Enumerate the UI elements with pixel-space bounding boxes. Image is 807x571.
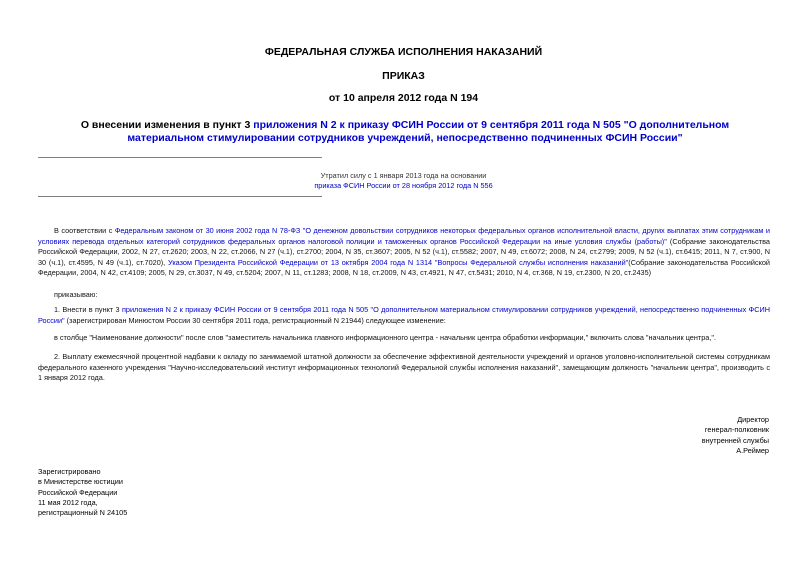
- title-link[interactable]: приложения N 2 к приказу ФСИН России от 9 сентября 2011 года N 505 "О дополнительном материальном стимулировании сотрудников учреждений, непосредственно подчиненных ФСИН России": [127, 119, 730, 144]
- signature-position-1: Директор: [737, 415, 769, 424]
- presidential-decree-link[interactable]: Указом Президента Российской Федерации от 13 октября 2004 года N 1314 "Вопросы Федеральной службы исполнения наказаний": [168, 257, 629, 267]
- doc-type-heading: ПРИКАЗ: [382, 70, 425, 82]
- signature-position-2: генерал-полковник: [704, 425, 769, 435]
- document-title: [80, 119, 730, 145]
- registration-line-4: 11 мая 2012 года,: [38, 497, 98, 507]
- validity-note-line: Утратил силу с 1 января 2013 года на основании: [320, 171, 487, 180]
- registration-line-5: регистрационный N 24105: [38, 508, 128, 518]
- item-1-text-2: (зарегистрирован Минюстом России 30 сентября 2011 года, регистрационный N 21944) следующее изменение:: [64, 315, 446, 325]
- agency-heading: ФЕДЕРАЛЬНАЯ СЛУЖБА ИСПОЛНЕНИЯ НАКАЗАНИЙ: [264, 46, 543, 58]
- item-1-paragraph: [38, 305, 770, 326]
- signature-name: А.Реймер: [736, 445, 769, 455]
- federal-law-link[interactable]: Федеральным законом от 30 июня 2002 года N 78-ФЗ "О денежном довольствии сотрудников некоторых федеральных органов исполнительной власти, других выплатах этим сотрудникам и условиях перевода отдельных категорий сотрудников федеральных органов налоговой полиции и таможенных органов Российской Федерации на иные условия службы (работы)": [38, 226, 770, 246]
- item-1-change: в столбце "Наименование должности" после слов "заместитель начальника главного информационного центра - начальник центра обработки информации," включить слова "начальник центра,".: [54, 333, 716, 342]
- registration-line-3: Российской Федерации: [38, 487, 118, 497]
- registration-line-2: в Министерстве юстиции: [38, 477, 123, 487]
- preamble-text-2: (Собрание законодательства Российской Федерации, 2002, N 27, ст.2620; 2003, N 22, ст.2066, N 27 (ч.1), ст.2700; 2004, N 35, ст.3607; 2005, N 52 (ч.1), ст.5582; 2007, N 49, ст.6072; 2008, N 24, ст.2799; 2009, N 52 (ч.1), ст.6415; 2011, N 7, ст.900, N 30 (ч.1), ст.4595, N 49 (ч.1), ст.7020),: [38, 236, 770, 267]
- item-1-text-1: 1. Внести в пункт 3: [54, 305, 122, 314]
- validity-note-link[interactable]: приказа ФСИН России от 28 ноября 2012 года N 556: [314, 181, 493, 190]
- order-word: приказываю:: [54, 290, 98, 299]
- fsin-order-link[interactable]: приложения N 2 к приказу ФСИН России от 9 сентября 2011 года N 505 "О дополнительном материальном стимулировании сотрудников учреждений, непосредственно подчиненных ФСИН России": [38, 305, 770, 325]
- divider-bottom: [38, 196, 322, 197]
- preamble-text-1: В соответствии с: [54, 226, 115, 235]
- title-prefix: О внесении изменения в пункт 3: [80, 119, 254, 131]
- registration-block: [38, 467, 127, 518]
- item-2-paragraph: 2. Выплату ежемесячной процентной надбавки к окладу по занимаемой штатной должности за обеспечение эффективной деятельности учреждений и органов уголовно-исполнительной системы сотрудникам федерального казенного учреждения "Научно-исследовательский институт информационных технологий Федеральной службы исполнения наказаний", замещающим должность "начальник центра", производить с 1 января 2012 года.: [38, 352, 770, 383]
- divider-top: [38, 157, 322, 158]
- preamble-paragraph: [38, 226, 770, 279]
- signature-block: [702, 415, 769, 456]
- date-heading: от 10 апреля 2012 года N 194: [328, 92, 479, 104]
- preamble-text-3: (Собрание законодательства Российской Федерации, 2004, N 42, ст.4109; 2005, N 29, ст.3037, N 49, ст.5204; 2007, N 11, ст.1283; 2008, N 18, ст.2009, N 43, ст.4921, N 47, ст.5431; 2010, N 4, ст.368, N 19, ст.2300, N 20, ст.2435): [38, 257, 771, 278]
- registration-line-1: Зарегистрировано: [38, 467, 101, 476]
- signature-position-3: внутренней службы: [701, 435, 769, 445]
